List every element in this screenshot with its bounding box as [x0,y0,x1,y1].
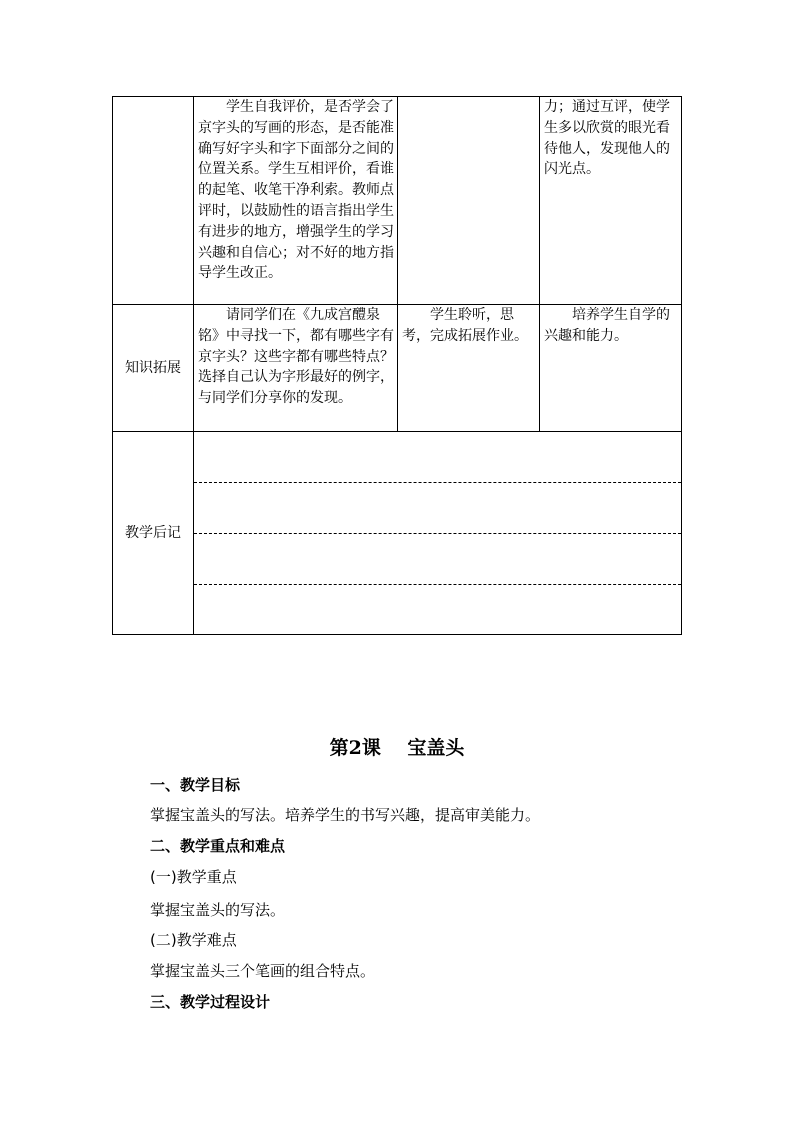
table-row [113,305,682,432]
key-point-text: 掌握宝盖头的写法。 [150,901,286,919]
section-heading-process: 三、教学过程设计 [150,993,271,1011]
dashed-writing-line [194,584,681,585]
table-row [113,432,682,635]
row-label-knowledge-extension: 知识拓展 [113,305,194,432]
student-activity-cell: 学生聆听，思考，完成拓展作业。 [398,305,540,432]
dashed-writing-line [194,533,681,534]
design-purpose-cell: 力；通过互评，使学生多以欣赏的眼光看待他人，发现他人的闪光点。 [540,97,682,305]
dashed-writing-line [194,482,681,483]
reflection-writing-area [194,432,682,635]
row-label-teaching-reflection: 教学后记 [113,432,194,635]
section-heading-objectives: 一、教学目标 [150,776,241,794]
row-label [113,97,194,305]
objective-text: 掌握宝盖头的写法。培养学生的书写兴趣，提高审美能力。 [150,806,541,824]
subheading-difficulty: (二)教学难点 [150,931,237,949]
difficulty-text: 掌握宝盖头三个笔画的组合特点。 [150,962,376,980]
teaching-content-cell: 学生自我评价，是否学会了京字头的写画的形态，是否能准确写好字头和字下面部分之间的位置关系。学生互相评价，看谁的起笔、收笔干净利索。教师点评时，以鼓励性的语言指出学生有进步的地方，增强学生的学习兴趣和自信心；对不好的地方指导学生改正。 [194,97,398,305]
student-activity-cell [398,97,540,305]
lesson-plan-table [112,96,682,635]
lesson-title: 第2课 宝盖头 [329,737,465,759]
table-row [113,97,682,305]
section-heading-key-points: 二、教学重点和难点 [150,837,286,855]
subheading-key-point: (一)教学重点 [150,868,237,886]
design-purpose-cell: 培养学生自学的兴趣和能力。 [540,305,682,432]
teaching-content-cell: 请同学们在《九成宫醴泉铭》中寻找一下，都有哪些字有京字头？这些字都有哪些特点？选择自己认为字形最好的例字，与同学们分享你的发现。 [194,305,398,432]
